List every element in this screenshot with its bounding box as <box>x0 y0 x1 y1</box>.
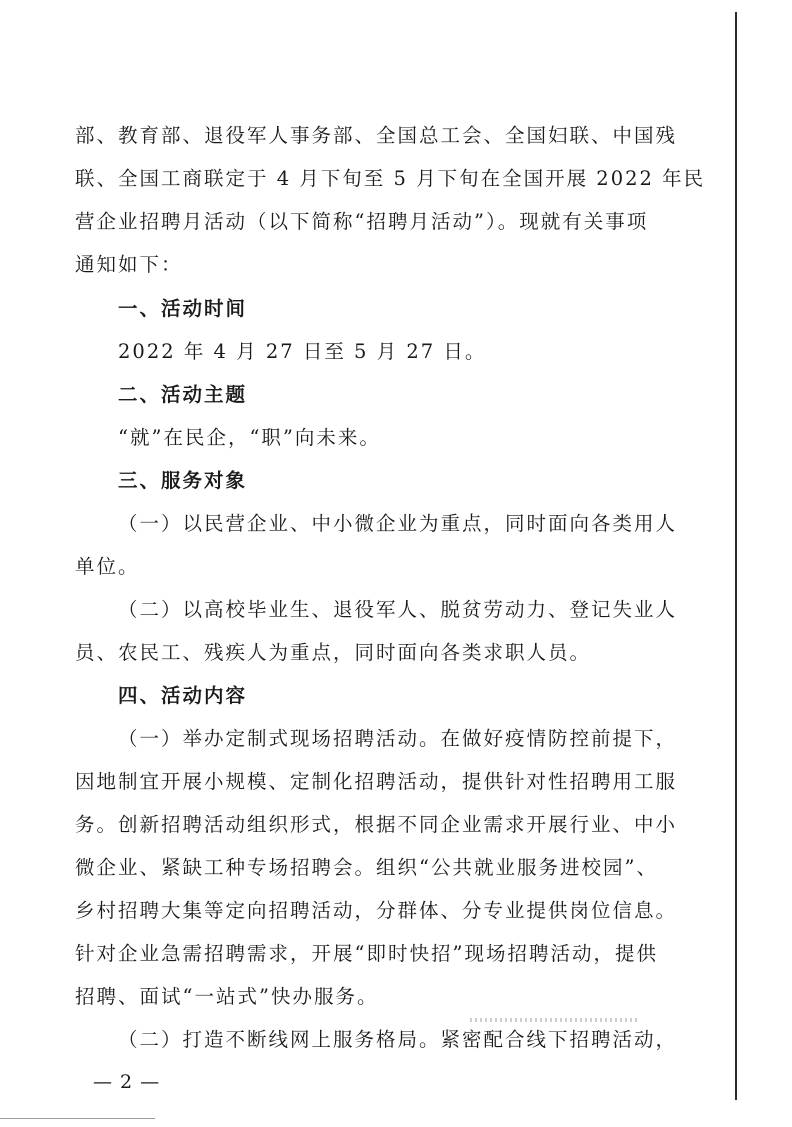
paragraph-line: 务。创新招聘活动组织形式，根据不同企业需求开展行业、中小 <box>75 813 678 836</box>
paragraph-line: 员、农民工、残疾人为重点，同时面向各类求职人员。 <box>75 641 592 664</box>
paragraph-line: （一）举办定制式现场招聘活动。在做好疫情防控前提下， <box>118 727 678 750</box>
paragraph-line: 部、教育部、退役军人事务部、全国总工会、全国妇联、中国残 <box>75 124 678 147</box>
paragraph-line: 因地制宜开展小规模、定制化招聘活动，提供针对性招聘用工服 <box>75 770 678 793</box>
paragraph-line: （二）以高校毕业生、退役军人、脱贫劳动力、登记失业人 <box>118 598 678 621</box>
section-heading: 二、活动主题 <box>118 383 248 406</box>
paragraph-line: 单位。 <box>75 555 140 578</box>
scan-edge-line <box>735 12 737 1100</box>
paragraph-line: （二）打造不断线网上服务格局。紧密配合线下招聘活动， <box>118 1028 678 1051</box>
scan-bottom-line <box>0 1118 155 1119</box>
paragraph-line: 营企业招聘月活动（以下简称“招聘月活动”）。现就有关事项 <box>75 210 649 233</box>
section-heading: 四、活动内容 <box>118 684 248 707</box>
paragraph-line: 联、全国工商联定于 4 月下旬至 5 月下旬在全国开展 2022 年民 <box>75 167 706 190</box>
section-heading: 三、服务对象 <box>118 469 248 492</box>
section-heading: 一、活动时间 <box>118 297 248 320</box>
paragraph-line: 2022 年 4 月 27 日至 5 月 27 日。 <box>118 340 487 363</box>
paragraph-line: 通知如下： <box>75 253 183 276</box>
paragraph-line: 招聘、面试“一站式”快办服务。 <box>75 985 379 1008</box>
paragraph-line: 针对企业急需招聘需求，开展“即时快招”现场招聘活动，提供 <box>75 942 658 965</box>
paragraph-line: 乡村招聘大集等定向招聘活动，分群体、分专业提供岗位信息。 <box>75 899 678 922</box>
paragraph-line: 微企业、紧缺工种专场招聘会。组织“公共就业服务进校园”、 <box>75 856 658 879</box>
scan-speckle <box>470 1018 640 1022</box>
paragraph-line: “就”在民企，“职”向未来。 <box>118 426 381 449</box>
page-number: — 2 — <box>93 1071 161 1093</box>
paragraph-line: （一）以民营企业、中小微企业为重点，同时面向各类用人 <box>118 512 678 535</box>
